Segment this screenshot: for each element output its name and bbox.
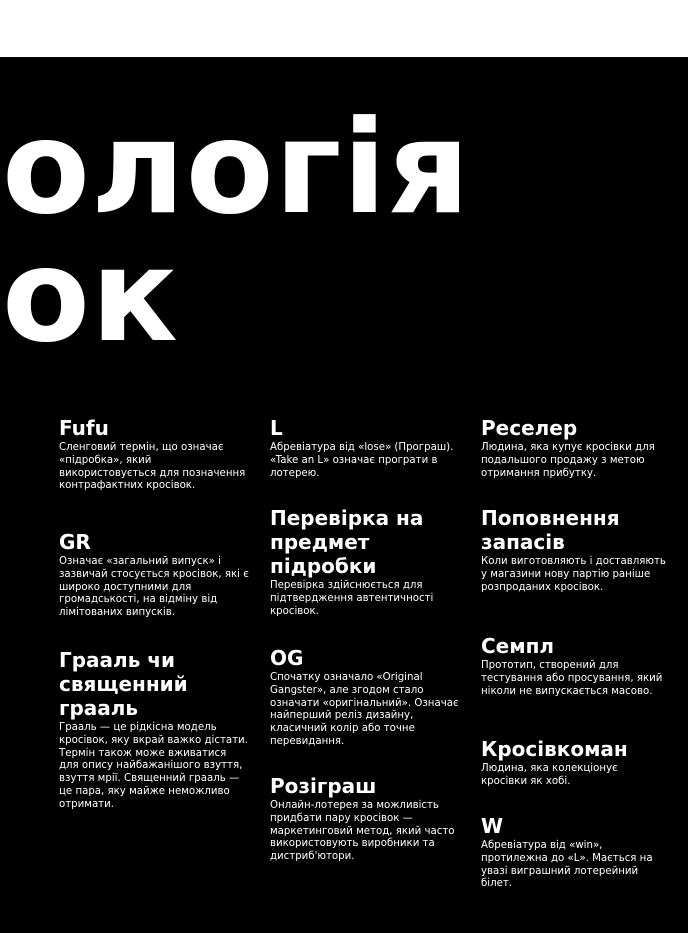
- glossary-term: Розіграш: [270, 774, 377, 798]
- glossary-term: Перевірка на предмет підробки: [270, 506, 424, 578]
- glossary-term: Семпл: [481, 634, 555, 658]
- glossary-term: Грааль чи священний грааль: [59, 648, 188, 720]
- glossary-entry-restock: [481, 506, 666, 594]
- page-title-line-1: ологія: [2, 94, 471, 243]
- page-title-line-2: ок: [2, 222, 179, 371]
- glossary-definition: Означає «загальний випуск» і зазвичай стосується кросівок, які є широко доступними для громадськості, на відміну від лімітованих випусків.: [59, 556, 249, 619]
- glossary-term: OG: [270, 646, 304, 670]
- glossary-definition: Перевірка здійснюється для підтвердження автентичності кросівок.: [270, 580, 434, 617]
- glossary-entry-fufu: [59, 416, 249, 493]
- glossary-term: GR: [59, 530, 91, 554]
- glossary-definition: Сленговий термін, що означає «підробка», який використовується для позначення контрафактних кросівок.: [59, 442, 246, 492]
- glossary-entry-legit-check: [270, 506, 460, 618]
- glossary-term: Поповнення запасів: [481, 506, 620, 554]
- glossary-definition: Коли виготовляють і доставляють у магазини нову партію раніше розпроданих кросівок.: [481, 556, 666, 593]
- glossary-definition: Прототип, створений для тестування або просування, який ніколи не випускається масово.: [481, 660, 663, 697]
- glossary-term: L: [270, 416, 283, 440]
- glossary-definition: Абревіатура від «lose» (Програш). «Take an L» означає програти в лотерею.: [270, 442, 454, 479]
- glossary-entry-sneakerhead: [481, 737, 666, 789]
- glossary-entry-grail: [59, 648, 249, 812]
- glossary-term: W: [481, 814, 504, 838]
- glossary-definition: Онлайн-лотерея за можливість придбати пару кросівок — маркетинговий метод, який часто використовують виробники та дистриб'ютори.: [270, 800, 455, 863]
- glossary-definition: Грааль — це рідкісна модель кросівок, яку вкрай важко дістати. Термін також може вживатися для опису найбажанішого взуття, взуття мрії. Священний грааль — це пара, яку майже неможливо отримати.: [59, 722, 248, 810]
- glossary-entry-sample: [481, 634, 666, 698]
- glossary-definition: Людина, яка купує кросівки для подальшого продажу з метою отримання прибутку.: [481, 442, 655, 479]
- glossary-term: Реселер: [481, 416, 578, 440]
- glossary-definition: Спочатку означало «Original Gangster», але згодом стало означати «оригінальний». Означає найперший реліз дизайну, класичний колір або точне перевидання.: [270, 672, 459, 747]
- glossary-entry-l: [270, 416, 460, 480]
- glossary-term: Кросівкоман: [481, 737, 628, 761]
- glossary-definition: Людина, яка колекціонує кросівки як хобі.: [481, 763, 618, 787]
- glossary-term: Fufu: [59, 416, 109, 440]
- glossary-entry-raffle: [270, 774, 460, 864]
- glossary-entry-gr: [59, 530, 249, 620]
- glossary-entry-og: [270, 646, 460, 749]
- glossary-definition: Абревіатура від «win», протилежна до «L». Мається на увазі виграшний лотерейний білет.: [481, 840, 653, 890]
- glossary-entry-w: [481, 814, 666, 891]
- glossary-entry-reseller: [481, 416, 666, 480]
